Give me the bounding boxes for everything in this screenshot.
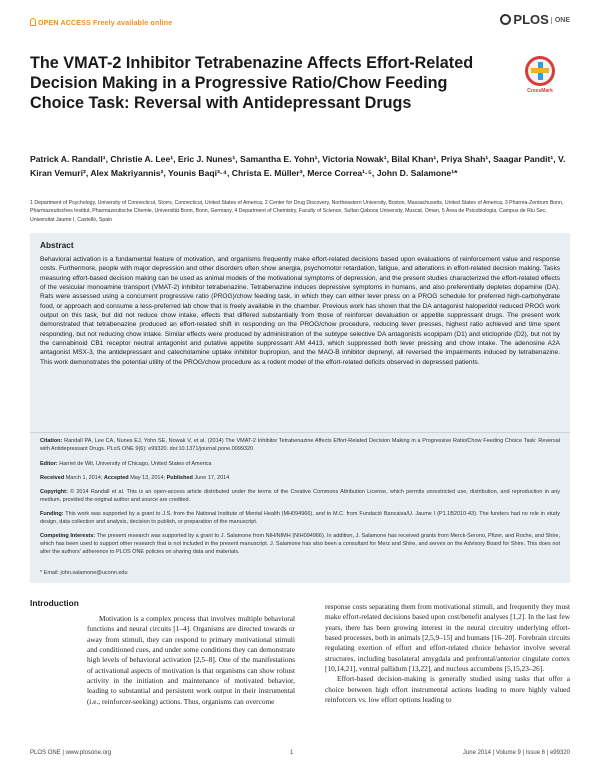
editor-text: Harriet de Wit, University of Chicago, United States of America: [59, 461, 212, 467]
crossmark-badge[interactable]: [518, 56, 562, 94]
journal-name: PLOS: [513, 12, 549, 27]
crossmark-label: CrossMark: [527, 88, 553, 94]
journal-header: [30, 12, 570, 34]
copyright: [40, 489, 560, 505]
published-label: Published: [166, 475, 193, 481]
introduction-heading: Introduction: [30, 598, 79, 608]
editor: [40, 461, 560, 469]
journal-logo[interactable]: [500, 12, 570, 27]
abstract-divider: [30, 432, 570, 433]
received-label: Received: [40, 475, 65, 481]
footer-issue-info: June 2014 | Volume 9 | Issue 6 | e99320: [462, 750, 570, 756]
published-date: June 17, 2014: [194, 475, 230, 481]
journal-suffix: ONE: [551, 17, 570, 24]
abstract-text: Behavioral activation is a fundamental feature of motivation, and organisms frequently make effort-related decisions based upon evaluations of reinforcement value and response costs. Furthermore, people with major depression and other disorders often show anergia, psychomotor retardation, fatigue, and alterations in effort-related decision making. Tasks measuring effort-based decision making can be used as animal models of the motivational symptoms of depression, and the present studies characterized the effort-related effects of the vesicular monoamine transport (VMAT-2) inhibitor tetrabenazine. Tetrabenazine induces depressive symptoms in humans, and also preferentially depletes dopamine (DA). Rats were assessed using a concurrent progressive ratio (PROG)/chow feeding task, in which they can either lever press on a PROG schedule for preferred high-carbohydrate food, or approach and consume a less-preferred lab chow that is freely available in the chamber. Previous work has shown that the DA antagonist haloperidol reduced PROG work output on this task, but did not reduce chow intake, effects that differed substantially from those of reinforcer devaluation or appetite suppressant drugs. The present work demonstrated that tetrabenazine produced an effort-related shift in responding on the PROG/chow procedure, reducing lever presses, highest ratio achieved and time spent responding, but not reducing chow intake. Similar effects were produced by administration of the subtype selective DA antagonists ecopipam (D1) and eticlopride (D2), but not by the cannabinoid CB1 receptor neutral antagonist and putative appetite suppressant AM 4413, which suppressed both lever pressing and chow intake. The adenosine A2A antagonist MSX-3, the antidepressant and catecholamine uptake inhibitor bupropion, and the MAO-B inhibitor deprenyl, all reversed the impairments induced by tetrabenazine. This work demonstrates the potential utility of the PROG/chow procedure as a rodent model of the effort-related deficits observed in depressed patients.: [40, 256, 560, 366]
crossmark-icon: [525, 56, 555, 86]
received-date: March 1, 2014;: [65, 475, 103, 481]
article-title: The VMAT-2 Inhibitor Tetrabenazine Affects Effort-Related Decision Making in a Progressive Ratio/Chow Feeding Choice Task: Reversal with Antidepressant Drugs: [30, 54, 474, 112]
competing-interests: [40, 533, 560, 557]
citation: [40, 438, 560, 454]
plos-logo-icon: [500, 14, 511, 25]
editor-label: Editor:: [40, 461, 58, 467]
competing-interests-label: Competing Interests:: [40, 533, 96, 539]
funding: [40, 511, 560, 527]
intro-paragraph-1: Motivation is a complex process that involves multiple behavioral functions and neural circuits [1–4]. Organisms are directed towards or away from stimuli, they can respond to primary motivational stimuli and conditioned cues, and under some conditions they can demonstrate high levels of behavioral activation [2,5–8]. One of the manifestations of activational aspects of motivation is that organisms can show robust activity in the initiation and maintenance of motivated behavior, leading to substantial and persistent work output in their instrumental (i.e., reinforcer-seeking) actions. Thus, organisms can overcome: [87, 614, 295, 706]
competing-interests-text: The present research was supported by a grant to J. Salamone from NIH/NIMH (NIH094966). In addition, J. Salamone has received grants from Merck-Serono, Pfizer, and Roche, and Shire, which has been used to support other research that is not included in the present manuscript. J. Salamone has also been a consultant for Merz and Shire, and serves on the Advisory Board for Shire. This does not alter the authors' adherence to PLOS ONE policies on sharing data and materials.: [40, 533, 560, 555]
open-access-banner[interactable]: [30, 18, 172, 27]
copyright-text: © 2014 Randall et al. This is an open-access article distributed under the terms of the Creative Commons Attribution License, which permits unrestricted use, distribution, and reproduction in any medium, provided the original author and source are credited.: [40, 489, 561, 503]
introduction-left-column: [87, 614, 295, 707]
citation-text[interactable]: Randall PA, Lee CA, Nunes EJ, Yohn SE, Nowak V, et al. (2014) The VMAT-2 Inhibitor Tetrabenazine Affects Effort-Related Decision Making in a Progressive Ratio/Chow Feeding Choice Task: Reversal with Antidepressant Drugs. PLoS ONE 9(6): e99320. doi:10.1371/journal.pone.0099320: [40, 438, 561, 452]
affiliations: 1 Department of Psychology, University of Connecticut, Storrs, Connecticut, United States of America, 2 Center for Drug Discovery, Northeastern University, Boston, Massachusetts, United States of America, 3 Pharma-Zentrum Bonn, Pharmazeutisches Institut, Pharmazeutische Chemie, Universität Bonn, Bonn, Germany, 4 Department of Chemistry, Faculty of Science, Sultan Qaboos University, Muscat, Oman, 5 Àrea de Psicobiologia, Campus de Riu Sec, Universitat Jaume I, Castelló, Spain: [30, 200, 564, 223]
dates: [40, 475, 560, 483]
open-access-label: OPEN ACCESS Freely available online: [38, 20, 173, 27]
copyright-label: Copyright:: [40, 489, 68, 495]
corresponding-email[interactable]: * Email: john.salamone@uconn.edu: [40, 570, 128, 576]
abstract-heading: Abstract: [40, 240, 74, 250]
author-list: Patrick A. Randall¹, Christie A. Lee¹, Eric J. Nunes¹, Samantha E. Yohn¹, Victoria Nowak¹, Bilal Khan¹, Priya Shah¹, Saagar Pandit¹, V. Kiran Vemuri², Alex Makriyannis², Younis Baqi³·⁴, Christa E. Müller³, Merce Correa¹·⁵, John D. Salamone¹*: [30, 154, 566, 178]
funding-text: This work was supported by a grant to J.S. from the National Institute of Mental Health (MH094966), and to M.C. from Fundació Bancaixa/U. Jaume I (P1.1B2010-43). The funders had no role in study design, data collection and analysis, decision to publish, or preparation of the manuscript.: [40, 511, 560, 525]
accepted-date: May 13, 2014;: [130, 475, 166, 481]
abstract-box: [30, 233, 570, 583]
introduction-right-column: [325, 602, 570, 705]
funding-label: Funding:: [40, 511, 64, 517]
intro-paragraph-1-continued: response costs separating them from motivational stimuli, and frequently they must make effort-related decisions based upon cost/benefit analyses [1,2]. In the last few years, there has been growing interest in the neural circuitry underlying effort-based processes, both in animals [2,5,9–15] and humans [16–20]. Forebrain circuits regulating exertion of effort and effort-related choice behavior involve several structures, including basolateral amygdala and prefrontal/anterior cingulate cortex [10,14,21], ventral pallidum [13,22], and nucleus accumbens [5,15,23–26].: [325, 602, 570, 674]
accepted-label: Accepted: [103, 475, 129, 481]
open-access-lock-icon: [30, 18, 36, 26]
footer-page-number: 1: [290, 750, 294, 756]
footer-journal-url[interactable]: PLOS ONE | www.plosone.org: [30, 750, 112, 756]
intro-paragraph-2: Effort-based decision-making is generally studied using tasks that offer a choice between high effort instrumental actions leading to more highly valued reinforcers vs. low effort options leading to: [325, 674, 570, 705]
citation-label: Citation:: [40, 438, 63, 444]
